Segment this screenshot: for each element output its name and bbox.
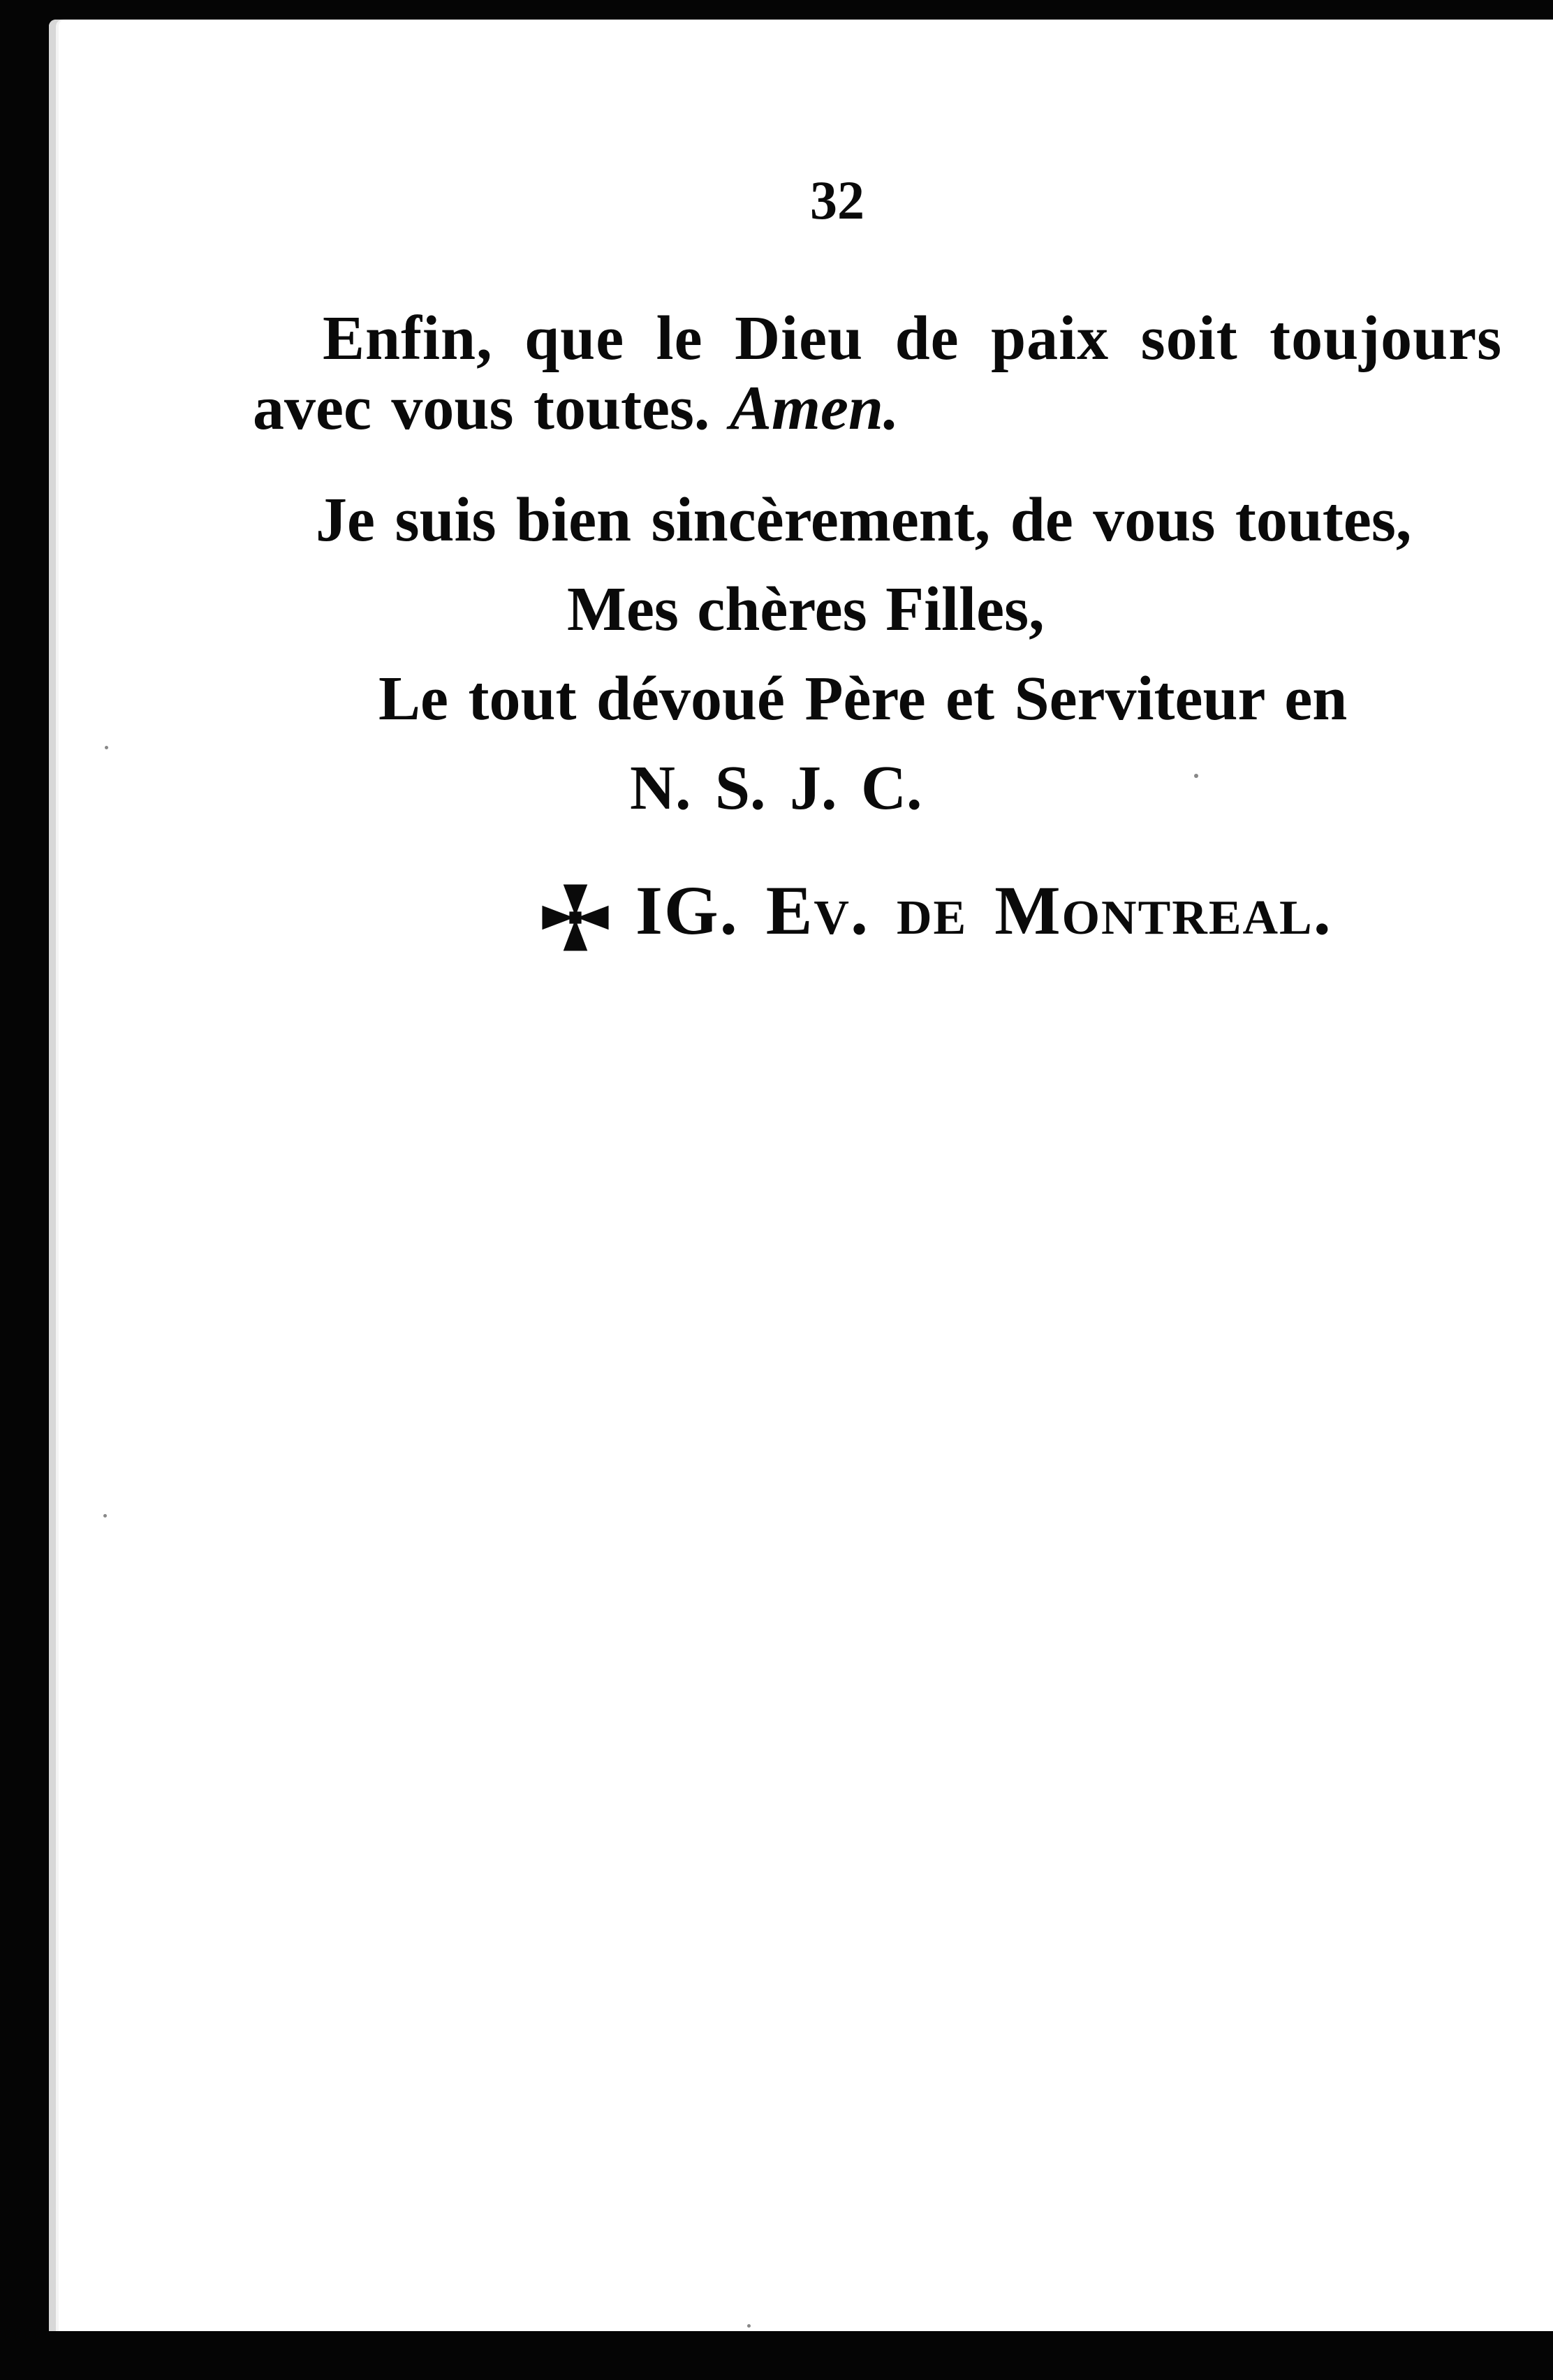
closing-line-4: N. S. J. C. (630, 754, 922, 823)
paragraph-line-2-text: avec vous toutes. (253, 374, 730, 443)
signature-text: IG. Ev. de Montreal. (635, 872, 1332, 949)
page-number: 32 (810, 170, 864, 230)
paper-speck (747, 2324, 751, 2328)
paragraph-line-1: Enfin, que le Dieu de paix soit toujours (323, 304, 1503, 373)
signature (635, 872, 1332, 949)
closing-line-1: Je suis bien sincèrement, de vous toutes, (316, 485, 1412, 554)
closing-line-2: Mes chères Filles, (567, 575, 1045, 644)
paper-speck (105, 746, 108, 749)
paper-speck (1194, 774, 1198, 778)
paragraph-line-2 (253, 374, 899, 443)
amen-italic: Amen. (729, 374, 899, 443)
paper-speck (103, 1514, 107, 1518)
maltese-cross-icon (538, 880, 613, 955)
book-page (49, 20, 1553, 2331)
closing-line-3: Le tout dévoué Père et Serviteur en (378, 664, 1348, 733)
